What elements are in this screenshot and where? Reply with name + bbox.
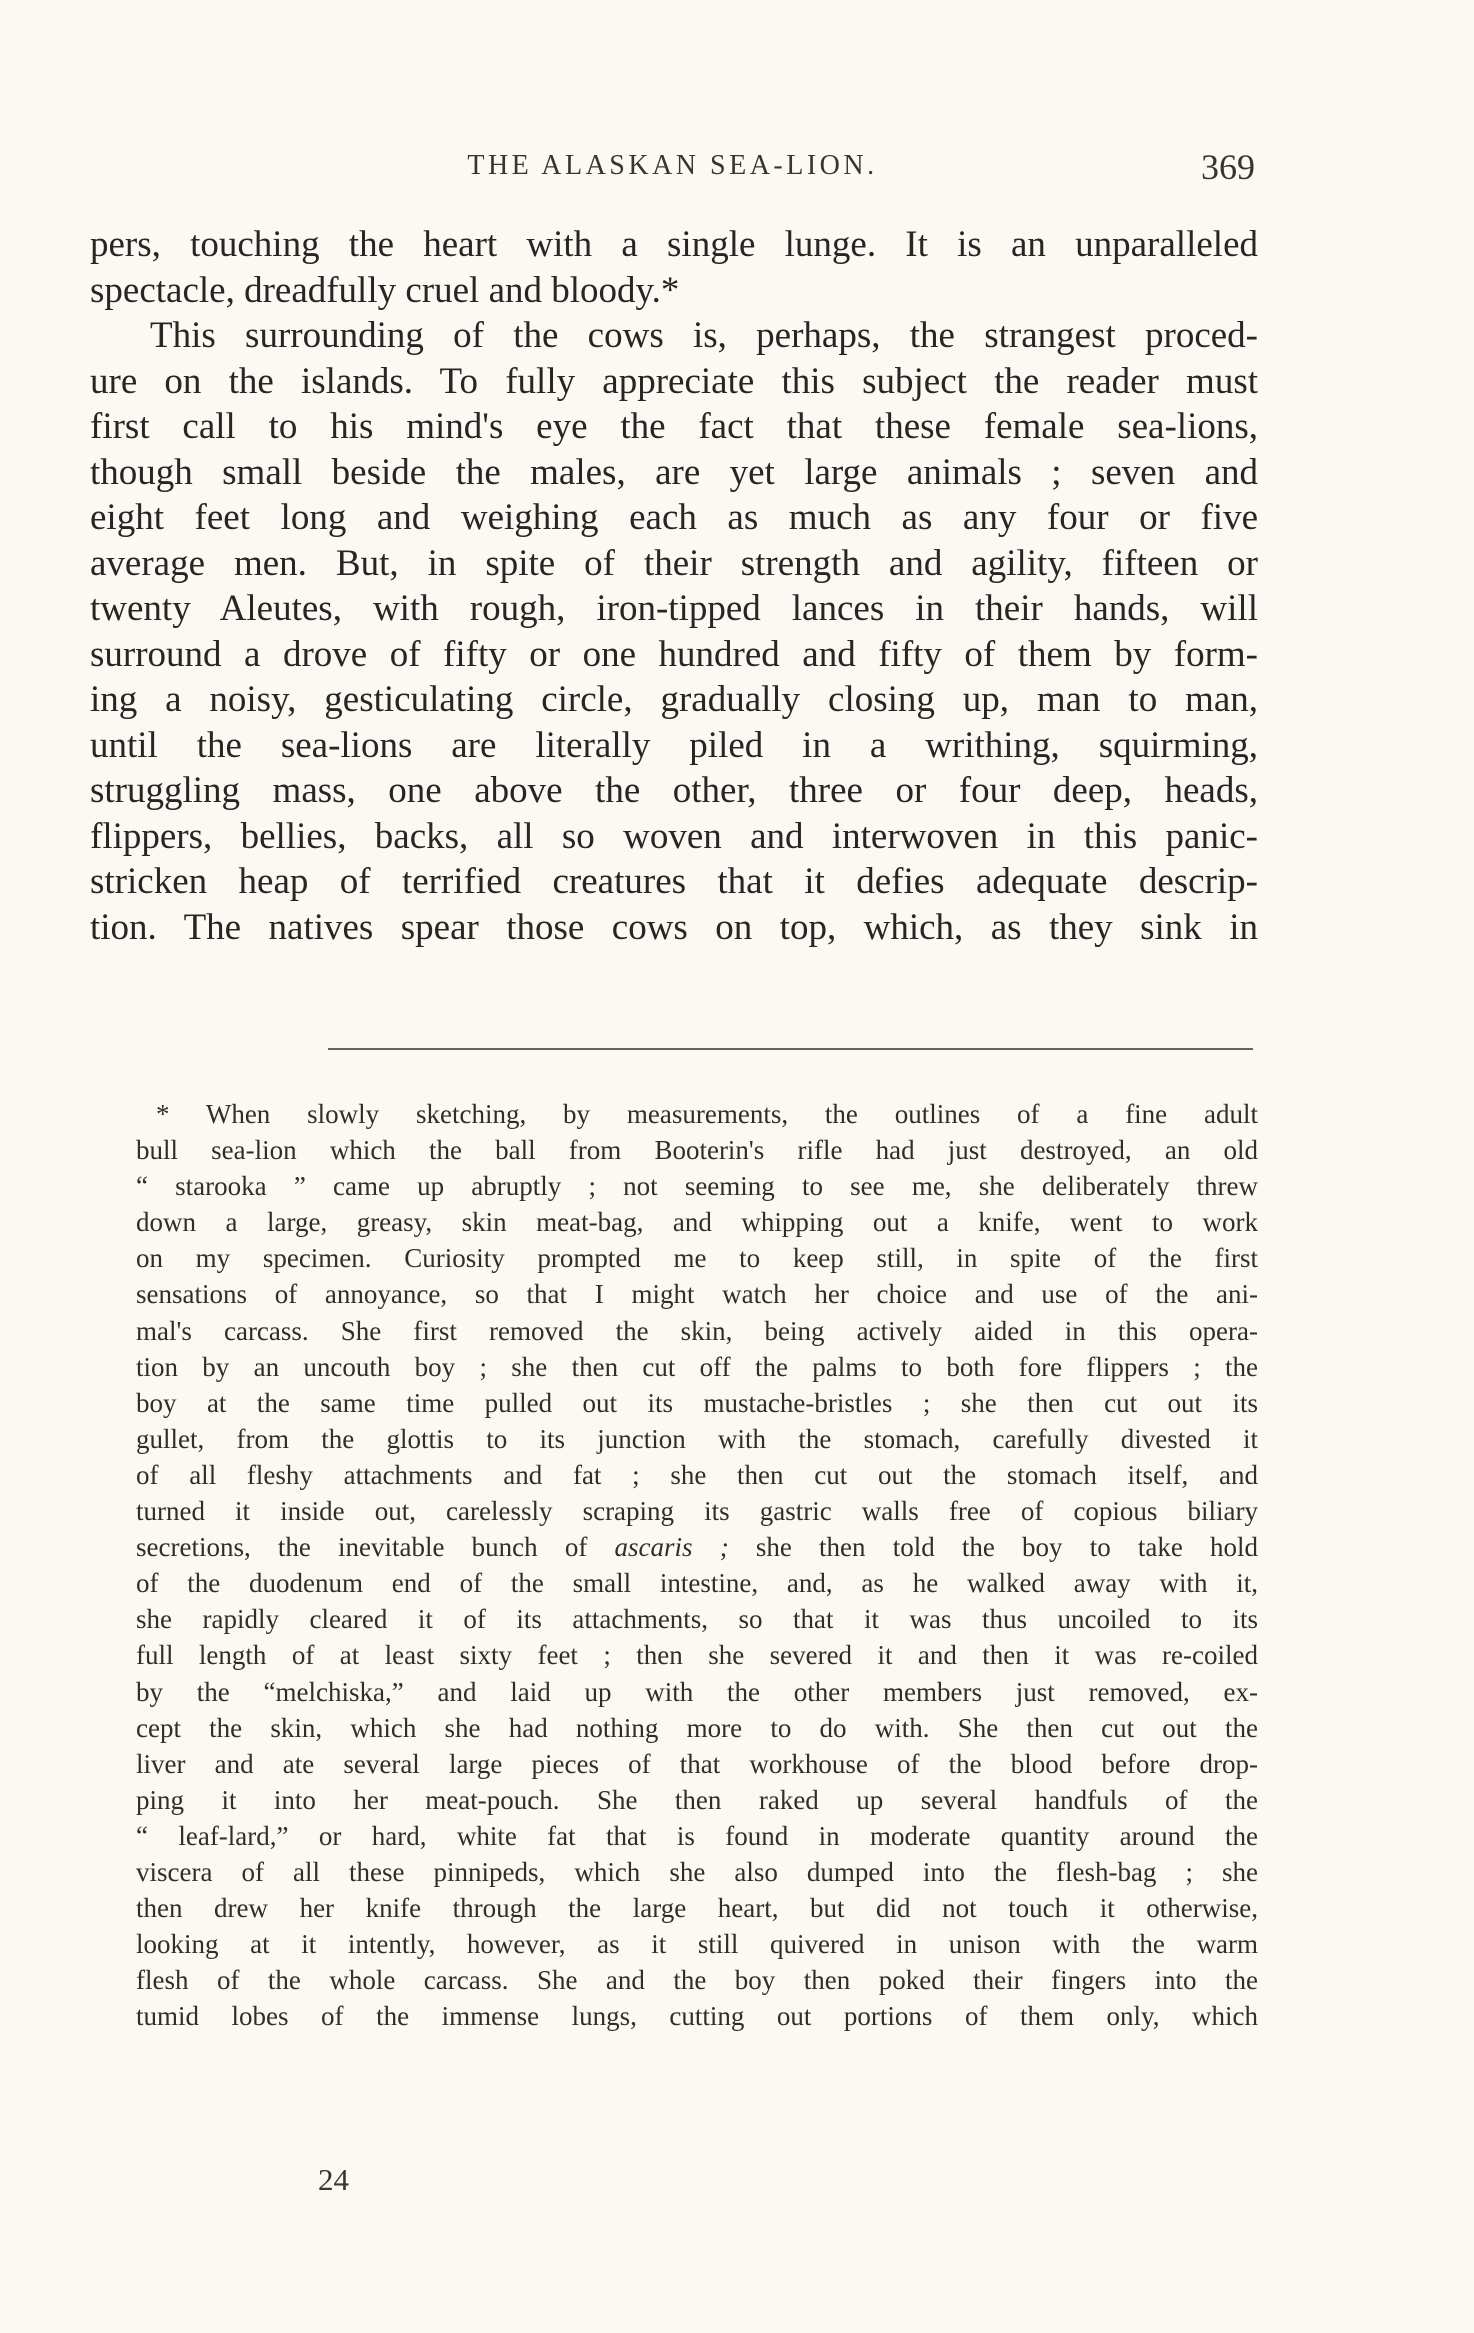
- body-line: average men. But, in spite of their strength and agility, fifteen or: [90, 542, 1258, 584]
- body-line: until the sea-lions are literally piled in a writhing, squirming,: [90, 724, 1258, 766]
- footnote-line: gullet, from the glottis to its junction with the stomach, carefully divested it: [136, 1423, 1258, 1454]
- footnote-line: ping it into her meat-pouch. She then raked up several handfuls of the: [136, 1784, 1258, 1815]
- body-line: surround a drove of fifty or one hundred and fifty of them by form-: [90, 633, 1258, 675]
- footnote-line: flesh of the whole carcass. She and the boy then poked their fingers into the: [136, 1965, 1258, 1996]
- footnote-line: full length of at least sixty feet ; then she severed it and then it was re-coiled: [136, 1640, 1258, 1671]
- footnote-line: on my specimen. Curiosity prompted me to keep still, in spite of the first: [136, 1243, 1258, 1274]
- footnote-line: tion by an uncouth boy ; she then cut off the palms to both fore flippers ; the: [136, 1351, 1258, 1382]
- footnote-line: “ leaf-lard,” or hard, white fat that is found in moderate quantity around the: [136, 1820, 1258, 1851]
- body-line: This surrounding of the cows is, perhaps, the strangest proced-: [150, 315, 1258, 356]
- footnote-line: of the duodenum end of the small intestine, and, as he walked away with it,: [136, 1568, 1258, 1599]
- footnote-line-mixed: [136, 1529, 1258, 1565]
- footnote-line: mal's carcass. She first removed the skin, being actively aided in this opera-: [136, 1315, 1258, 1346]
- body-line: struggling mass, one above the other, three or four deep, heads,: [90, 770, 1258, 811]
- running-title: THE ALASKAN SEA-LION.: [467, 150, 878, 181]
- footnote-line: boy at the same time pulled out its mustache-bristles ; she then cut out its: [136, 1387, 1258, 1418]
- footnote-line: turned it inside out, carelessly scraping its gastric walls free of copious biliary: [136, 1496, 1258, 1527]
- footnote-line: tumid lobes of the immense lungs, cutting out portions of them only, which: [136, 2001, 1258, 2032]
- page-number: 369: [1201, 147, 1255, 187]
- footnote-line-start: secretions, the inevitable bunch of: [136, 1532, 588, 1563]
- body-text: [90, 222, 1258, 950]
- body-line: eight feet long and weighing each as much as any four or five: [90, 497, 1258, 538]
- body-line: tion. The natives spear those cows on top, which, as they sink in: [90, 906, 1258, 948]
- footnote-line: looking at it intently, however, as it still quivered in unison with the warm: [136, 1929, 1258, 1960]
- footnote-line: then drew her knife through the large heart, but did not touch it otherwise,: [136, 1893, 1258, 1924]
- body-line: twenty Aleutes, with rough, iron-tipped lances in their hands, will: [90, 588, 1258, 629]
- footnote-line: “ starooka ” came up abruptly ; not seeming to see me, she deliberately threw: [136, 1171, 1258, 1202]
- footnote-italic-term: ascaris ;: [614, 1532, 729, 1563]
- footnote-line: sensations of annoyance, so that I might watch her choice and use of the ani-: [136, 1279, 1258, 1310]
- body-line: flippers, bellies, backs, all so woven and interwoven in this panic-: [90, 815, 1258, 857]
- body-line: stricken heap of terrified creatures that it defies adequate descrip-: [90, 861, 1258, 902]
- footnote-line: * When slowly sketching, by measurements, the outlines of a fine adult: [156, 1099, 1258, 1129]
- body-line: first call to his mind's eye the fact that these female sea-lions,: [90, 406, 1258, 447]
- body-line: spectacle, dreadfully cruel and bloody.*: [90, 269, 680, 311]
- footnote-line: liver and ate several large pieces of that workhouse of the blood before drop-: [136, 1748, 1258, 1779]
- footnote: [136, 1096, 1258, 2034]
- body-line: ure on the islands. To fully appreciate this subject the reader must: [90, 360, 1258, 402]
- body-line: though small beside the males, are yet large animals ; seven and: [90, 451, 1258, 493]
- footnote-line: bull sea-lion which the ball from Booterin's rifle had just destroyed, an old: [136, 1135, 1258, 1166]
- footnote-line: of all fleshy attachments and fat ; she then cut out the stomach itself, and: [136, 1459, 1258, 1490]
- signature-mark: 24: [318, 2162, 349, 2197]
- footnote-line-tail: she then told the boy to take hold: [755, 1532, 1258, 1563]
- body-line: pers, touching the heart with a single lunge. It is an unparalleled: [90, 224, 1258, 265]
- footnote-line: cept the skin, which she had nothing more to do with. She then cut out the: [136, 1712, 1258, 1743]
- footnote-rule: [328, 1048, 1253, 1050]
- body-line: ing a noisy, gesticulating circle, gradually closing up, man to man,: [90, 679, 1258, 720]
- footnote-line: she rapidly cleared it of its attachments, so that it was thus uncoiled to its: [136, 1604, 1258, 1635]
- running-head: [90, 147, 1255, 194]
- footnote-line: by the “melchiska,” and laid up with the other members just removed, ex-: [136, 1676, 1258, 1707]
- footnote-line: viscera of all these pinnipeds, which she also dumped into the flesh-bag ; she: [136, 1856, 1258, 1887]
- footnote-line: down a large, greasy, skin meat-bag, and whipping out a knife, went to work: [136, 1207, 1258, 1238]
